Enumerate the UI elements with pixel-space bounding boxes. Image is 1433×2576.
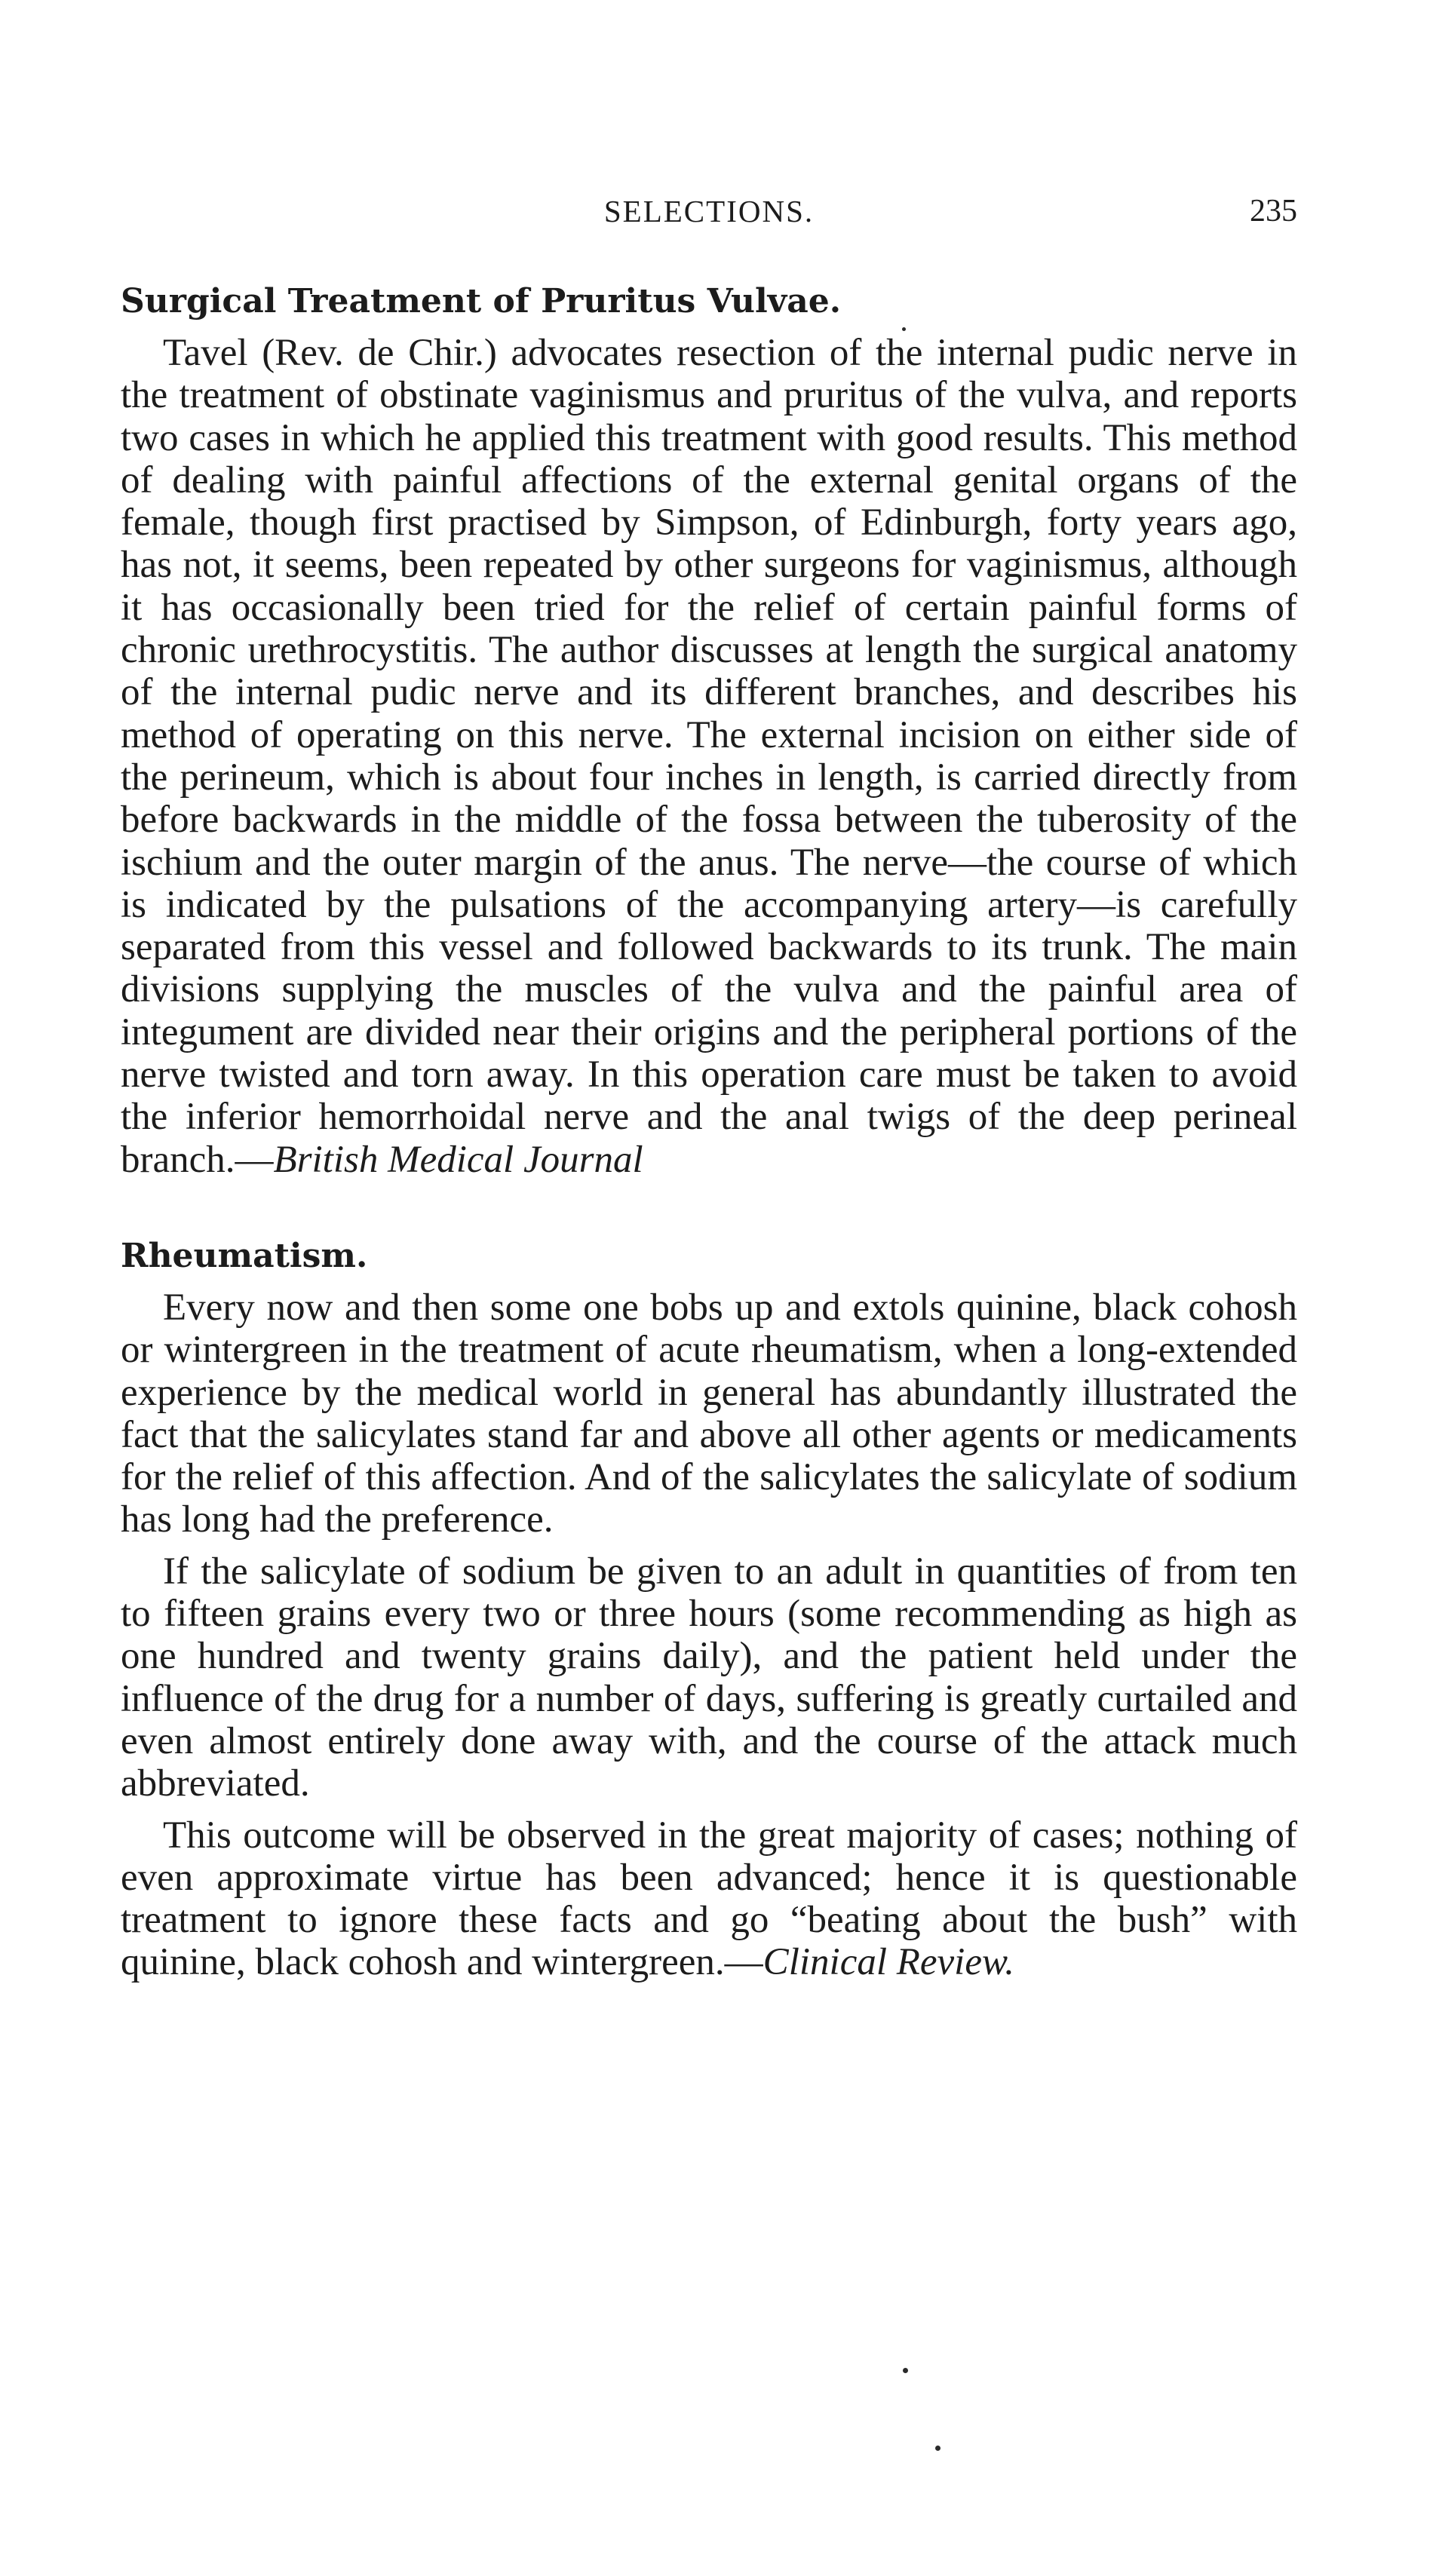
- running-title: SELECTIONS.: [603, 194, 815, 228]
- paragraph-text: Every now and then some one bobs up and extols quinine, black cohosh or wintergreen in the treatment of acute rheumatism, when a long-extended experience by the medical world in general has abundantly illustrated the fact that the salicylates stand far and above all other agents or medicaments for the relief of this affection. And of the salicylates the salicylate of sodium has long had the preference.: [121, 1286, 1297, 1541]
- paragraph-text: If the salicylate of sodium be given to an adult in quantities of from ten to fifteen grains every two or three hours (some recommending as high as one hundred and twenty grains daily), and the patient held under the influence of the drug for a number of days, suffering is greatly curtailed and even almost entirely done away with, and the course of the attack much abbreviated.: [121, 1550, 1297, 1805]
- running-head: [121, 189, 1297, 234]
- article-paragraph: [121, 1550, 1297, 1805]
- article-pruritus: [121, 279, 1297, 1181]
- print-speck: [902, 327, 906, 331]
- article-heading: Rheumatism.: [121, 1236, 368, 1275]
- article-paragraph: [121, 332, 1297, 1181]
- paragraph-text: Tavel (Rev. de Chir.) advocates resection of the internal pudic nerve in the treatment of obstinate vaginismus and pruritus of the vulva, and reports two cases in which he applied this treatment with good results. This method of dealing with painful affections of the external genital organs of the female, though first practised by Simpson, of Edinburgh, forty years ago, has not, it seems, been repeated by other surgeons for vaginismus, although it has occasionally been tried for the relief of certain painful forms of chronic urethrocystitis. The author discusses at length the surgical anatomy of the internal pudic nerve and its different branches, and describes his method of operating on this nerve. The external incision on either side of the perineum, which is about four inches in length, is carried directly from before backwards in the middle of the fossa between the tuberosity of the ischium and the outer margin of the anus. The nerve—the course of which is indicated by the pulsations of the accompanying artery—is carefully separated from this vessel and followed backwards to its trunk. The main divisions supplying the muscles of the vulva and the painful area of integument are divided near their origins and the peripheral portions of the nerve twisted and torn away. In this operation care must be taken to avoid the inferior hemorrhoidal nerve and the anal twigs of the deep perineal branch.—: [121, 332, 1297, 1181]
- article-rheumatism: [121, 1234, 1297, 1984]
- source-citation: British Medical Journal: [273, 1138, 643, 1181]
- page-number: 235: [1250, 194, 1297, 228]
- page-content: [121, 279, 1297, 1984]
- source-citation: Clinical Review.: [763, 1941, 1014, 1984]
- print-speck: [903, 2368, 908, 2373]
- article-paragraph: [121, 1814, 1297, 1984]
- print-speck: [935, 2446, 941, 2451]
- article-paragraph: [121, 1286, 1297, 1541]
- article-heading: Surgical Treatment of Pruritus Vulvae.: [121, 282, 842, 320]
- paragraph-text: This outcome will be observed in the great majority of cases; nothing of even approximate virtue has been advanced; hence it is questionable treatment to ignore these facts and go “beating about the bush” with quinine, black cohosh and wintergreen.—: [121, 1814, 1297, 1984]
